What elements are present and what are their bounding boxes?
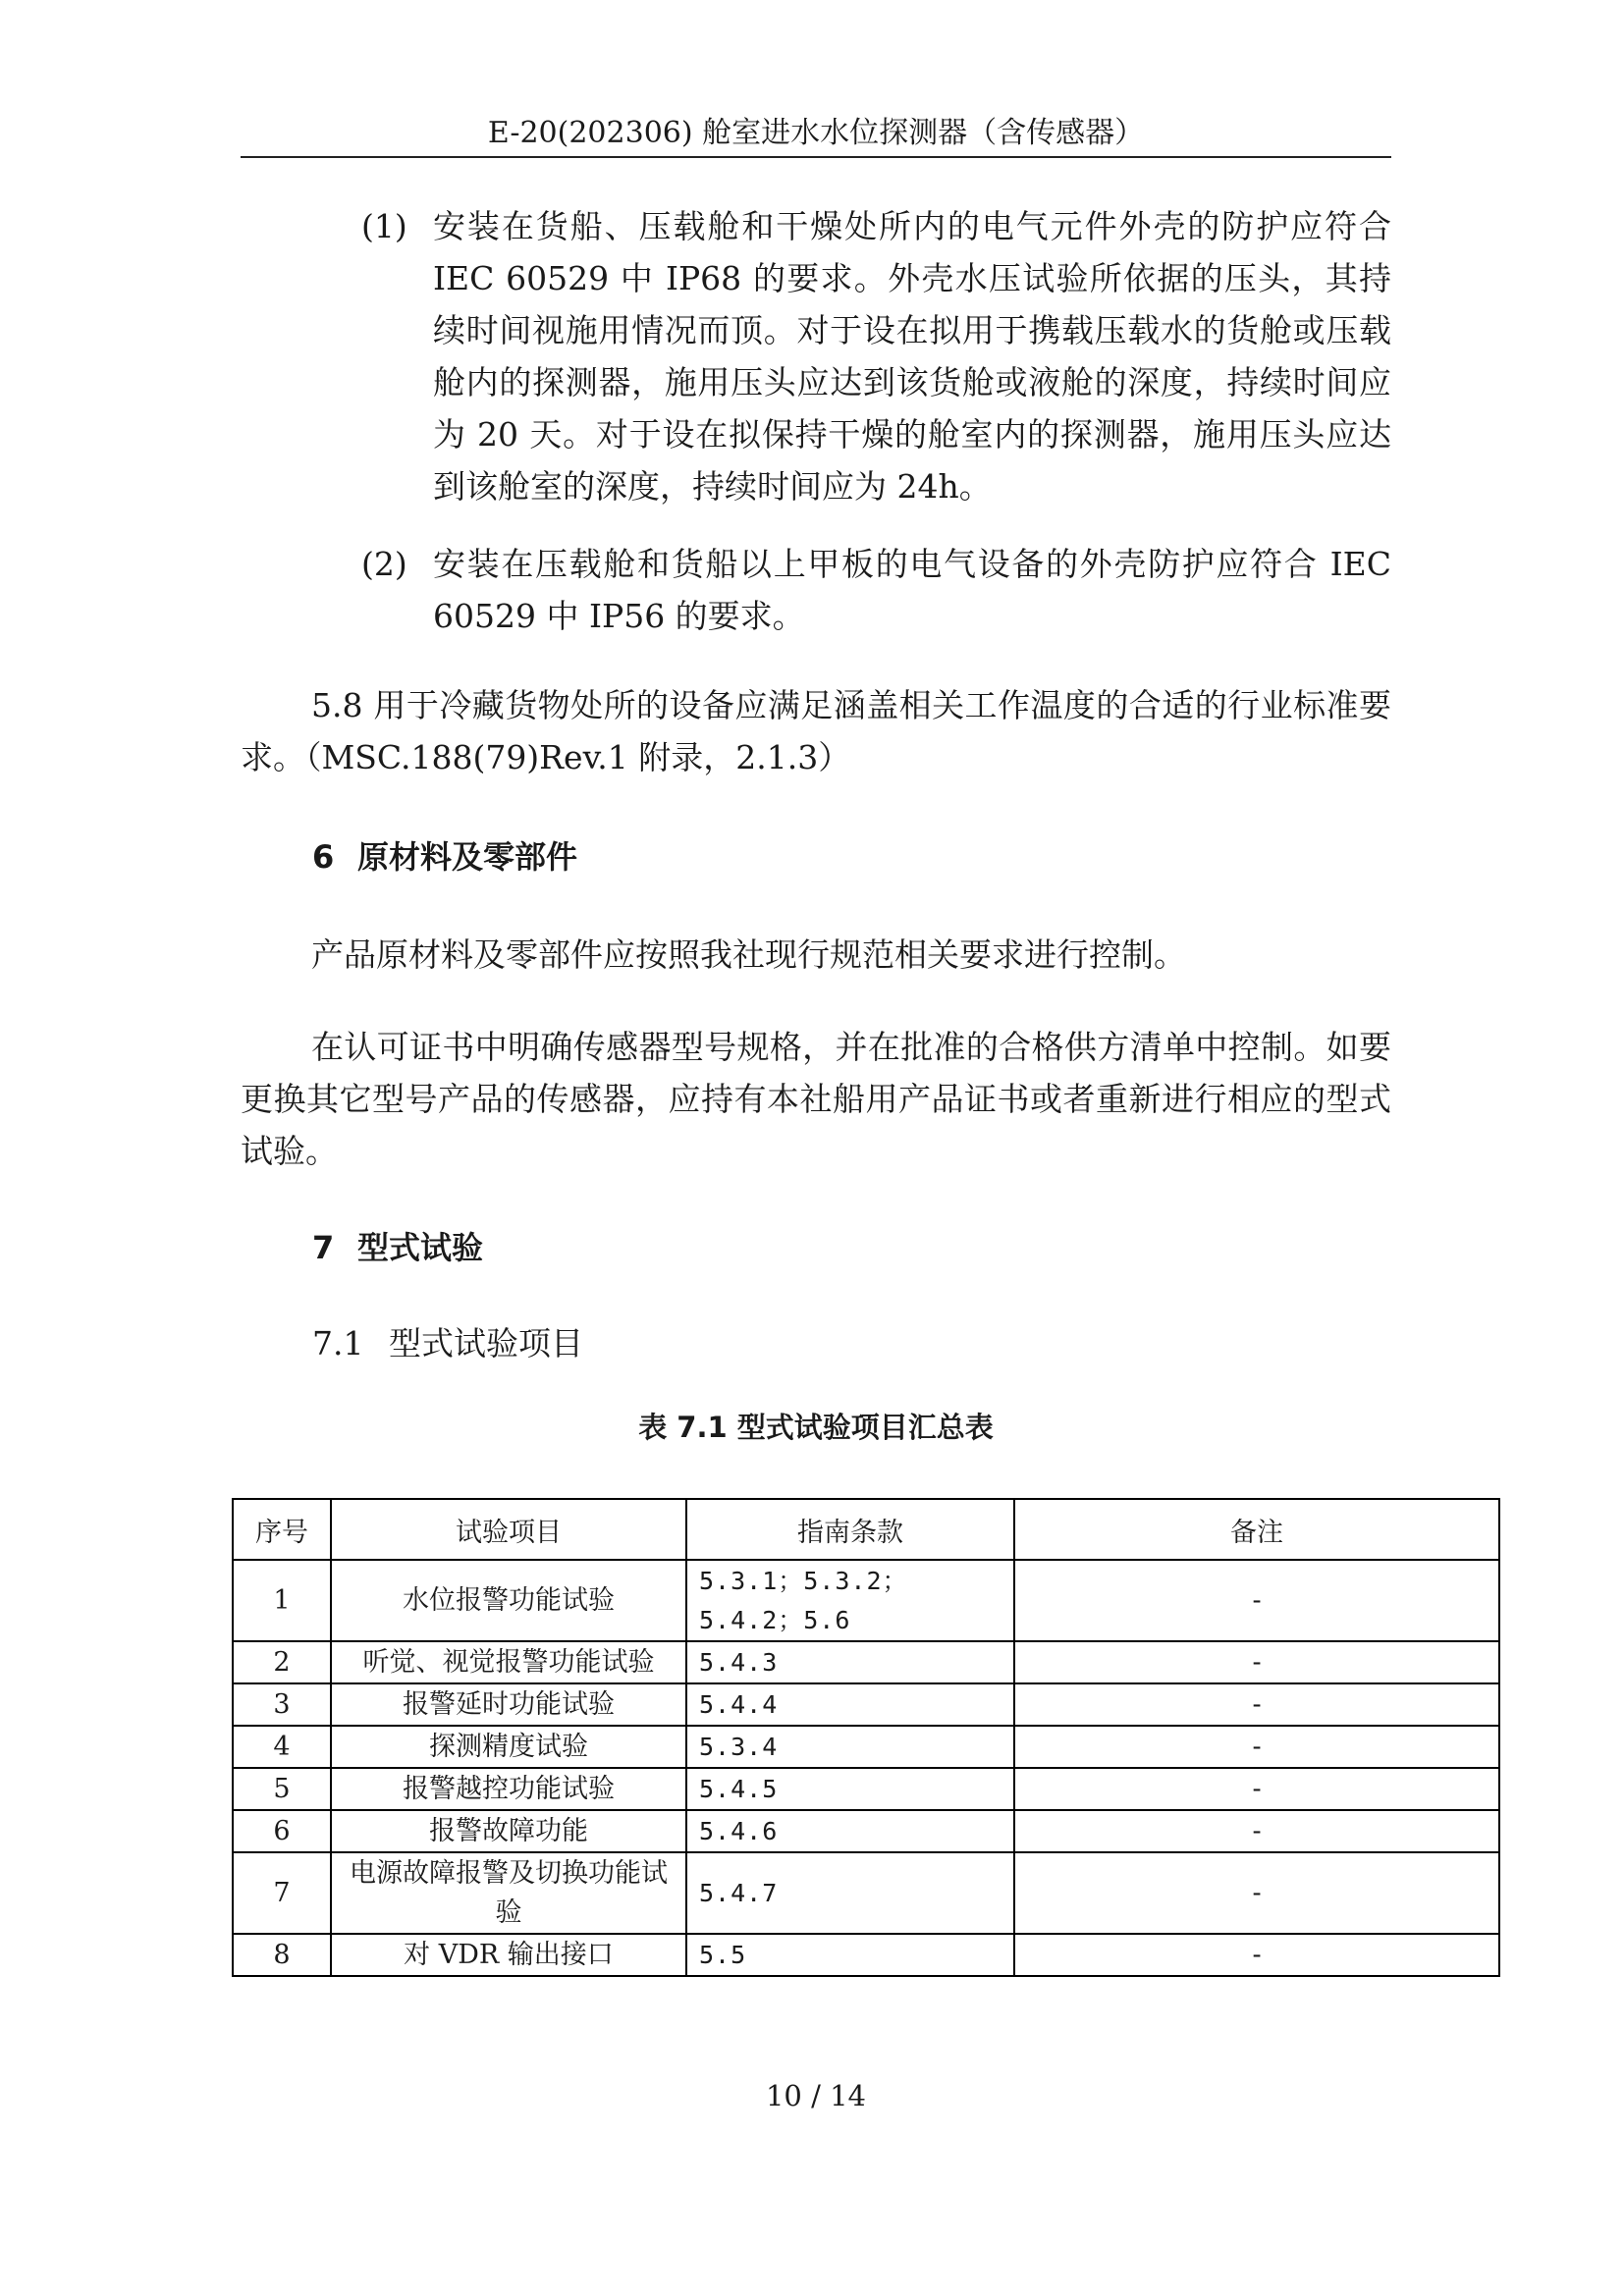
table-row: [233, 1768, 1499, 1810]
subsection-7-1-heading: [312, 1324, 583, 1363]
cell-clause: 5.4.7: [686, 1852, 1014, 1934]
item-2-text: 安装在压载舱和货船以上甲板的电气设备的外壳防护应符合 IEC 60529 中 IP56 的要求。: [433, 545, 1391, 635]
item-1-text: 安装在货船、压载舱和干燥处所内的电气元件外壳的防护应符合IEC 60529 中 IP68 的要求。外壳水压试验所依据的压头，其持续时间视施用情况而顶。对于设在拟用于携载压载水的货舱或压载舱内的探测器，施用压头应达到该货舱或液舱的深度，持续时间应为 20 天。对于设在拟保持干燥的舱室内的探测器，施用压头应达到该舱室的深度，持续时间应为 24h。: [433, 207, 1391, 506]
item-2-number: (2): [361, 545, 407, 583]
section-6-paragraph-1: 产品原材料及零部件应按照我社现行规范相关要求进行控制。: [311, 935, 1186, 974]
header-clause: 指南条款: [686, 1499, 1014, 1560]
cell-clause: 5.4.4: [686, 1683, 1014, 1726]
header-item: 试验项目: [331, 1499, 686, 1560]
cell-item: 电源故障报警及切换功能试验: [331, 1852, 686, 1934]
cell-no: 1: [233, 1560, 331, 1641]
cell-note: -: [1014, 1726, 1499, 1768]
cell-no: 4: [233, 1726, 331, 1768]
cell-clause: 5.4.3: [686, 1641, 1014, 1683]
cell-clause: 5.4.6: [686, 1810, 1014, 1852]
cell-no: 5: [233, 1768, 331, 1810]
cell-clause: 5.3.4: [686, 1726, 1014, 1768]
cell-item: 探测精度试验: [331, 1726, 686, 1768]
cell-item: 水位报警功能试验: [331, 1560, 686, 1641]
cell-no: 2: [233, 1641, 331, 1683]
section-7-number: 7: [312, 1229, 335, 1266]
cell-note: -: [1014, 1934, 1499, 1976]
cell-no: 8: [233, 1934, 331, 1976]
table-row: [233, 1641, 1499, 1683]
cell-no: 6: [233, 1810, 331, 1852]
cell-item: 报警延时功能试验: [331, 1683, 686, 1726]
type-test-table: [232, 1498, 1500, 1977]
table-caption: 表 7.1 型式试验项目汇总表: [638, 1411, 994, 1444]
subsection-7-1-number: 7.1: [312, 1324, 364, 1362]
header-note: 备注: [1014, 1499, 1499, 1560]
cell-note: -: [1014, 1683, 1499, 1726]
section-6-title: 原材料及零部件: [357, 838, 578, 876]
section-6-heading: [312, 837, 577, 877]
cell-item: 对 VDR 输出接口: [331, 1934, 686, 1976]
section-6-number: 6: [312, 838, 335, 876]
subsection-7-1-title: 型式试验项目: [389, 1324, 583, 1362]
page-number: 10 / 14: [765, 2079, 866, 2112]
cell-no: 7: [233, 1852, 331, 1934]
header-rule: [241, 156, 1391, 158]
item-1-number: (1): [361, 207, 407, 245]
running-header: E-20(202306) 舱室进水水位探测器（含传感器）: [487, 116, 1145, 150]
cell-clause: 5.4.5: [686, 1768, 1014, 1810]
cell-note: -: [1014, 1852, 1499, 1934]
table-row: [233, 1560, 1499, 1641]
cell-note: -: [1014, 1641, 1499, 1683]
cell-item: 报警越控功能试验: [331, 1768, 686, 1810]
cell-note: -: [1014, 1560, 1499, 1641]
section-6-paragraph-2: 在认可证书中明确传感器型号规格，并在批准的合格供方清单中控制。如要更换其它型号产品的传感器，应持有本社船用产品证书或者重新进行相应的型式试验。: [241, 1028, 1391, 1170]
table-row: [233, 1683, 1499, 1726]
section-7-title: 型式试验: [357, 1229, 484, 1266]
cell-item: 听觉、视觉报警功能试验: [331, 1641, 686, 1683]
paragraph-5-8: 5.8 用于冷藏货物处所的设备应满足涵盖相关工作温度的合适的行业标准要求。（MSC.188(79)Rev.1 附录，2.1.3）: [241, 686, 1391, 776]
cell-clause: 5.5: [686, 1934, 1014, 1976]
table-row: [233, 1934, 1499, 1976]
table-row: [233, 1810, 1499, 1852]
cell-item: 报警故障功能: [331, 1810, 686, 1852]
table-row: [233, 1852, 1499, 1934]
table-header-row: [233, 1499, 1499, 1560]
header-no: 序号: [233, 1499, 331, 1560]
section-7-heading: [312, 1228, 483, 1267]
table-row: [233, 1726, 1499, 1768]
cell-note: -: [1014, 1810, 1499, 1852]
cell-no: 3: [233, 1683, 331, 1726]
cell-clause: 5.3.1；5.3.2；5.4.2；5.6: [686, 1560, 1014, 1641]
cell-note: -: [1014, 1768, 1499, 1810]
